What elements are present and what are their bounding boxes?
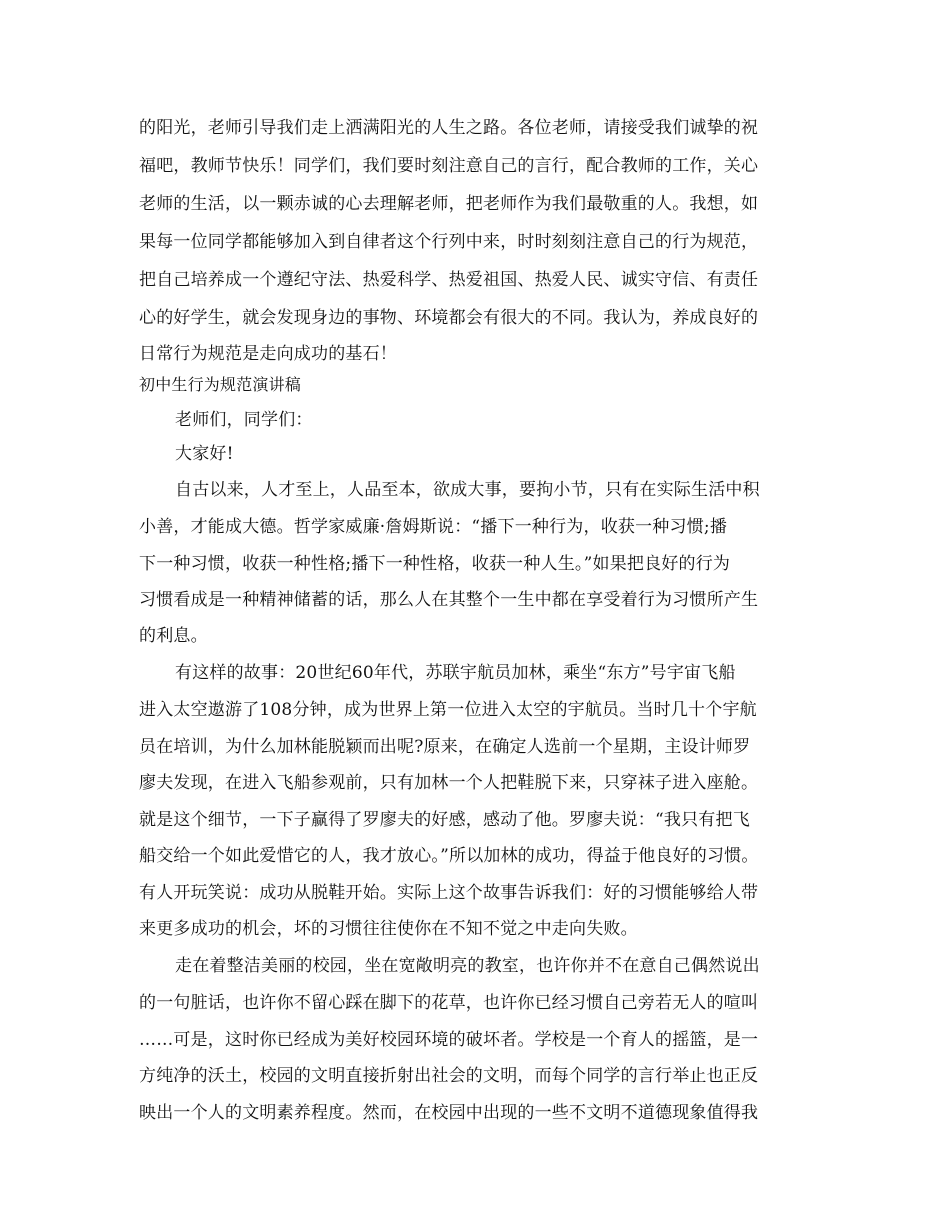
- text-line: 员在培训，为什么加林能脱颖而出呢?原来，在确定人选前一个星期，主设计师罗: [139, 737, 751, 757]
- text-line: 有这样的故事：20世纪60年代，苏联宇航员加林，乘坐“东方”号宇宙飞船: [175, 663, 736, 683]
- text-line: 自古以来，人才至上，人品至本，欲成大事，要拘小节，只有在实际生活中积: [175, 480, 760, 500]
- text-line: ……可是，这时你已经成为美好校园环境的破坏者。学校是一个育人的摇篮，是一: [139, 1030, 759, 1050]
- text-line: 下一种习惯，收获一种性格;播下一种性格，收获一种人生。”如果把良好的行为: [139, 554, 731, 574]
- text-line: 心的好学生，就会发现身边的事物、环境都会有很大的不同。我认为，养成良好的: [139, 308, 759, 328]
- text-line: 走在着整洁美丽的校园，坐在宽敞明亮的教室，也许你并不在意自己偶然说出: [175, 956, 760, 976]
- text-line: 的利息。: [139, 626, 208, 646]
- text-line: 就是这个细节，一下子赢得了罗廖夫的好感，感动了他。罗廖夫说：“我只有把飞: [139, 810, 750, 830]
- text-line: 果每一位同学都能够加入到自律者这个行列中来，时时刻刻注意自己的行为规范，: [139, 232, 759, 252]
- text-line: 廖夫发现，在进入飞船参观前，只有加林一个人把鞋脱下来，只穿袜子进入座舱。: [139, 773, 759, 793]
- text-line: 的阳光，老师引导我们走上洒满阳光的人生之路。各位老师，请接受我们诚挚的祝: [139, 118, 759, 138]
- text-line: 把自己培养成一个遵纪守法、热爱科学、热爱祖国、热爱人民、诚实守信、有责任: [139, 270, 759, 290]
- text-line: 福吧，教师节快乐！同学们，我们要时刻注意自己的言行，配合教师的工作，关心: [139, 156, 759, 176]
- document-page: [139, 0, 819, 1230]
- section-title: 初中生行为规范演讲稿: [139, 375, 302, 394]
- text-line: 习惯看成是一种精神储蓄的话，那么人在其整个一生中都在享受着行为习惯所产生: [139, 590, 759, 610]
- text-line: 日常行为规范是走向成功的基石！: [139, 344, 397, 364]
- text-line: 来更多成功的机会，坏的习惯往往使你在不知不觉之中走向失败。: [139, 919, 638, 939]
- text-line: 的一句脏话，也许你不留心踩在脚下的花草，也许你已经习惯自己旁若无人的喧叫: [139, 993, 759, 1013]
- text-line: 老师的生活，以一颗赤诚的心去理解老师，把老师作为我们最敬重的人。我想，如: [139, 194, 759, 214]
- text-line: 进入太空遨游了108分钟，成为世界上第一位进入太空的宇航员。当时几十个宇航: [139, 700, 757, 720]
- salutation: 老师们，同学们：: [175, 410, 313, 430]
- text-line: 有人开玩笑说：成功从脱鞋开始。实际上这个故事告诉我们：好的习惯能够给人带: [139, 883, 759, 903]
- text-line: 映出一个人的文明素养程度。然而，在校园中出现的一些不文明不道德现象值得我: [139, 1103, 759, 1123]
- text-line: 方纯净的沃土，校园的文明直接折射出社会的文明，而每个同学的言行举止也正反: [139, 1066, 759, 1086]
- text-line: 船交给一个如此爱惜它的人，我才放心。”所以加林的成功，得益于他良好的习惯。: [139, 846, 759, 866]
- text-line: 小善，才能成大德。哲学家威廉·詹姆斯说：“播下一种行为，收获一种习惯;播: [139, 517, 728, 537]
- greeting: 大家好!: [175, 444, 234, 464]
